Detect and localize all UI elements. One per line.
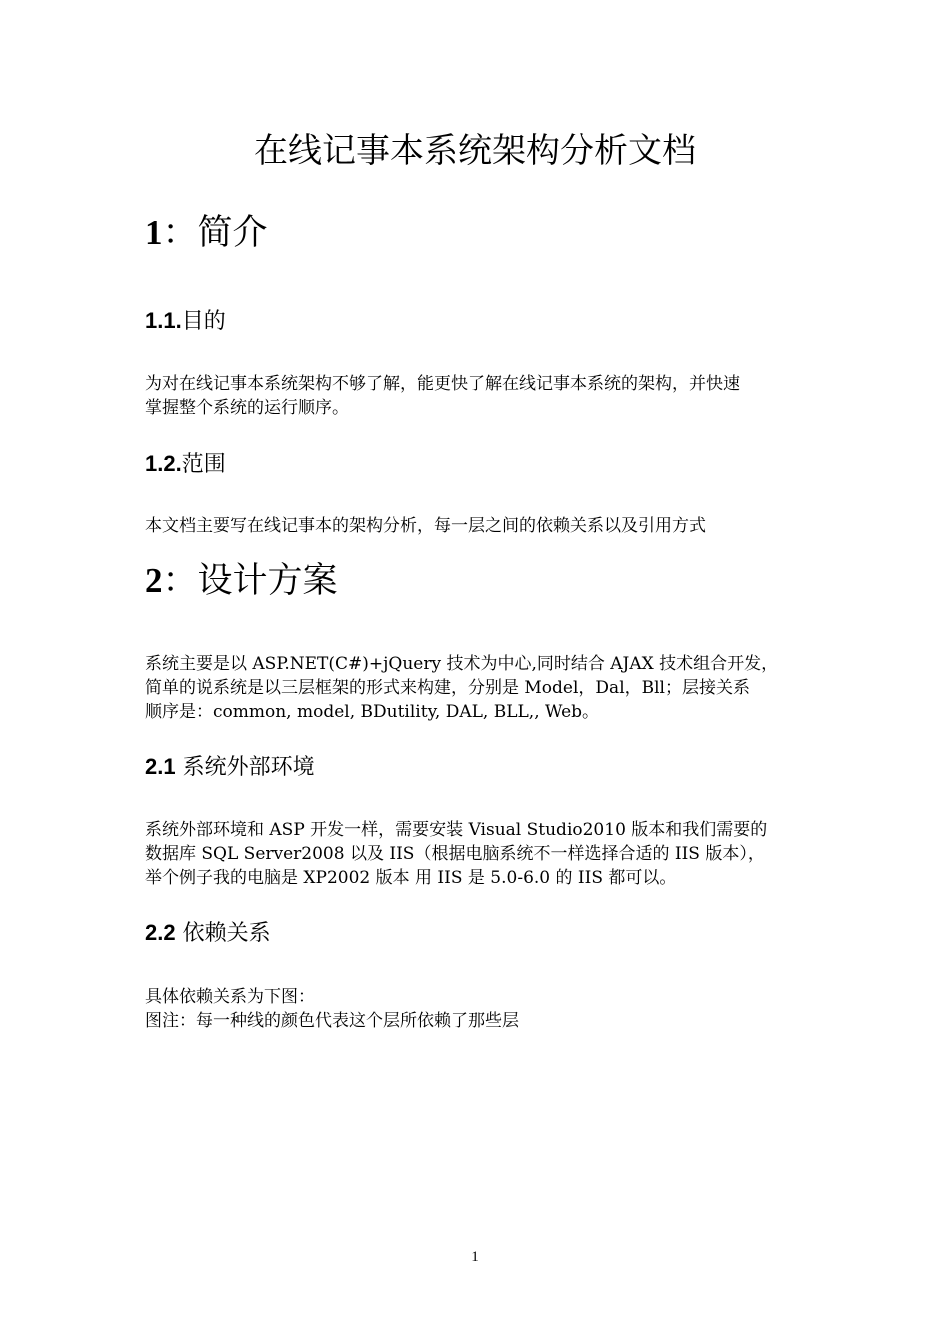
- design-paragraph: [145, 652, 815, 724]
- page-number: 1: [471, 1249, 479, 1265]
- paragraph-line: 掌握整个系统的运行顺序。: [145, 398, 349, 418]
- section-number: 2: [145, 561, 163, 600]
- section-number: 1: [145, 213, 163, 252]
- document-title: 在线记事本系统架构分析文档: [254, 131, 696, 171]
- environment-paragraph: [145, 818, 815, 890]
- subsection-title: 依赖关系: [175, 921, 271, 946]
- subsection-heading-purpose: [145, 306, 226, 337]
- subsection-title: 系统外部环境: [175, 755, 315, 780]
- paragraph-line: 数据库 SQL Server2008 以及 IIS（根据电脑系统不一样选择合适的 IIS 版本），: [145, 844, 765, 864]
- subsection-heading-dependencies: [145, 918, 271, 949]
- section-separator: ：: [162, 561, 198, 601]
- paragraph-line: 顺序是：common, model, BDutility, DAL, BLL,, Web。: [145, 702, 600, 722]
- section-separator: ：: [162, 213, 198, 253]
- paragraph-line: 为对在线记事本系统架构不够了解，能更快了解在线记事本系统的架构，并快速: [145, 374, 740, 394]
- subsection-number: 2.2: [145, 920, 176, 945]
- subsection-title: 目的: [181, 309, 226, 334]
- subsection-number: 2.1: [145, 754, 176, 779]
- section-title: 简介: [197, 213, 268, 253]
- paragraph-line: 具体依赖关系为下图：: [145, 987, 315, 1007]
- paragraph-line: 系统外部环境和 ASP 开发一样，需要安装 Visual Studio2010 版本和我们需要的: [145, 820, 768, 840]
- dependencies-paragraph: [145, 985, 815, 1033]
- section-title: 设计方案: [197, 561, 338, 601]
- subsection-number: 1.1.: [145, 308, 182, 333]
- paragraph-line: 图注：每一种线的颜色代表这个层所依赖了那些层: [145, 1011, 519, 1031]
- section-heading-design: [145, 558, 338, 604]
- paragraph-line: 简单的说系统是以三层框架的形式来构建，分别是 Model，Dal，Bll；层接关系: [145, 678, 750, 698]
- subsection-heading-scope: [145, 449, 226, 480]
- paragraph-line: 举个例子我的电脑是 XP2002 版本 用 IIS 是 5.0-6.0 的 IIS 都可以。: [145, 868, 677, 888]
- section-heading-intro: [145, 210, 268, 256]
- scope-paragraph: [145, 514, 815, 538]
- subsection-heading-environment: [145, 752, 315, 783]
- paragraph-line: 本文档主要写在线记事本的架构分析，每一层之间的依赖关系以及引用方式: [145, 516, 706, 536]
- subsection-number: 1.2.: [145, 451, 182, 476]
- paragraph-line: 系统主要是以 ASP.NET(C#)+jQuery 技术为中心,同时结合 AJAX 技术组合开发，: [145, 654, 779, 674]
- purpose-paragraph: [145, 372, 815, 420]
- subsection-title: 范围: [181, 452, 226, 477]
